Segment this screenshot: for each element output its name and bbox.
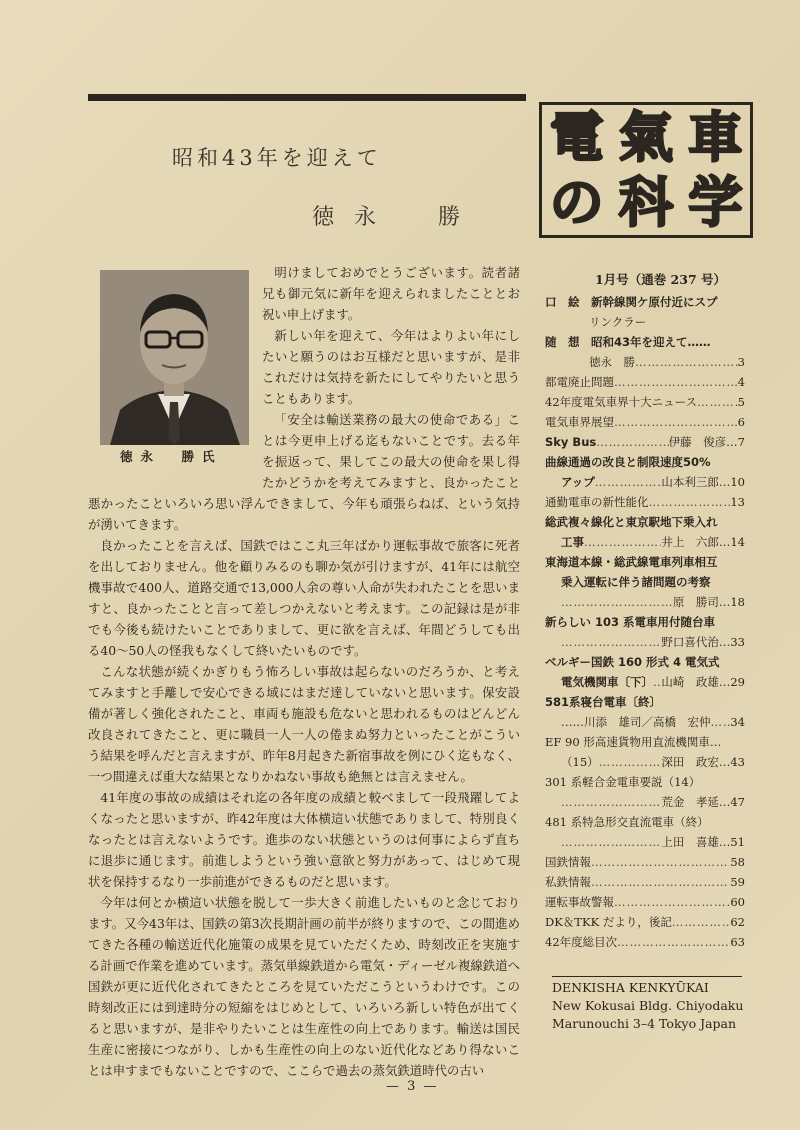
toc-entry-label: アップ [561, 475, 595, 489]
toc-entry [545, 392, 745, 412]
publisher-line: New Kokusai Bldg. Chiyodaku [552, 998, 744, 1013]
toc-entry [545, 432, 745, 452]
toc-entry-author: 原 勝司 [672, 595, 719, 609]
masthead-char: 科 [618, 170, 673, 234]
toc-entry [545, 612, 745, 632]
toc-entry-label: 301 系軽合金電車要説（14） [545, 775, 701, 789]
toc-entry [545, 752, 745, 772]
toc-leader-dots [614, 372, 738, 392]
toc-leader-dots [591, 852, 730, 872]
publisher-line: Marunouchi 3–4 Tokyo Japan [552, 1016, 737, 1031]
toc-entry [545, 332, 745, 352]
toc-entry-label: 481 系特急形交直流電車（終） [545, 815, 709, 829]
toc-entry-label: 電気車界展望 [545, 415, 614, 429]
masthead-char: 電 [549, 105, 604, 169]
body-paragraph: 今年は何とか横這い状態を脱して一歩大きく前進したいものと念じております。又今43年は、国鉄の第3次長期計画の前半が終りますので、この間進めてきた各種の輸送近代化施策の成果を見ていただくため、時刻改正を実施する計画で作業を進めています。蒸気単線鉄道から電気・ディーゼル複線鉄道へ国鉄が更に近代化されてきたところを見ていただこうというわけです。この時刻改正には到達時分の短縮をはじめとして、いろいろ新しい特色が出てくると思いますが、是非やりたいことは生産性の向上であります。輸送は国民生産に密接につながり、しかも生産性の向上のない近代化などあり得ないことは申すまでもないことですので、ここらで過去の蒸気鉄道時代の古い [88, 895, 520, 1078]
toc-leader-dots: … [718, 475, 731, 489]
toc-leader-dots [672, 912, 731, 932]
toc-leader-dots [561, 632, 661, 652]
toc-entry-label: 電気機関車〔下〕 [561, 675, 653, 689]
toc-leader-dots: … [718, 835, 731, 849]
body-paragraph: 良かったことを言えば、国鉄ではここ丸三年ばかり運転事故で旅客に死者を出しておりません。他を顧りみるのも聊か気が引けますが、41年には航空機事故で400人、道路交通で13,000人余の尊い人命が失われたことを思いますと、良かったことと言って差しつかえないと考えます。この記録は是が非でも今後も続けたいことでありまして、更に欲を言えば、年間どうしても出る40〜50人の怪我もなくして終いたいものです。 [88, 538, 520, 658]
body-paragraph: 新しい年を迎えて、今年はよりよい年にしたいと願うのはお互様だと思いますが、是非これだけは気持を新たにしてやりたいと思うこともあります。 [262, 328, 520, 406]
toc-entry-page: 29 [730, 675, 745, 689]
toc-entry [545, 692, 745, 712]
photo-caption: 徳永 勝氏 [120, 449, 223, 464]
toc-leader-dots [595, 472, 662, 492]
toc-leader-dots [596, 432, 668, 452]
toc-entry-label: Sky Bus [545, 435, 597, 449]
article-title: 昭和43年を迎えて [172, 146, 382, 170]
toc-leader-dots [635, 352, 738, 372]
toc-entry-page: 10 [730, 475, 745, 489]
toc-entry-page: 51 [730, 835, 745, 849]
toc-leader-dots [584, 532, 661, 552]
toc-entry-label: 口 絵 新幹線関ケ原付近にスプ [545, 295, 718, 309]
toc-leader-dots [649, 492, 731, 512]
toc-leader-dots: … [718, 535, 731, 549]
body-paragraph: 41年度の事故の成績はそれ迄の各年度の成績と較べまして一段飛躍してよくなったと思いますが、昨42年度は大体横這い状態でありまして、特別良くなったとは言えないようです。進歩のない状態というのは何事によらず直ちに退歩に通じます。前進しようという強い意欲と努力があって、はじめて現状を保持するなり一歩前進ができるものだと思います。 [88, 790, 520, 889]
toc-entry-page: 34 [730, 715, 745, 729]
toc-entry-author: 荒金 孝延 [661, 795, 719, 809]
toc-entry-label: （15） [561, 755, 599, 769]
toc-entry-label: ベルギー国鉄 160 形式 4 電気式 [545, 655, 720, 669]
toc-entry-page: 4 [737, 375, 745, 389]
toc-entry [545, 932, 745, 952]
body-paragraph: 明けましておめでとうございます。読者諸兄も御元気に新年を迎えられましたこととお祝い申上げます。 [262, 265, 520, 322]
masthead-char: 車 [688, 105, 743, 169]
toc-entry-label: 徳永 勝 [589, 355, 635, 369]
toc-entry [545, 352, 745, 372]
toc-entry [545, 532, 745, 552]
toc-leader-dots [614, 892, 730, 912]
toc-entry [545, 812, 745, 832]
toc-entry [545, 572, 745, 592]
toc-entry-page: 33 [730, 635, 745, 649]
toc-entry-page: 43 [730, 755, 745, 769]
toc-entry-author: 野口喜代治 [661, 635, 719, 649]
toc-entry-label: 581系寝台電車〔終〕 [545, 695, 662, 709]
toc-leader-dots: … [718, 635, 731, 649]
body-paragraph: 「安全は輸送業務の最大の使命である」ことは今更申上げる迄もないことです。去る年を振返って、果してこの最大の使命を果し得たかどうかを考えてみますと、良かったこと悪かったこといろいろ思い浮んできまして、今年も頑張らねば、という気持が湧いてきます。 [88, 412, 520, 532]
toc-entry-page: 62 [730, 915, 745, 929]
toc-entry-page: 5 [737, 395, 745, 409]
toc-leader-dots: … [718, 595, 731, 609]
toc-leader-dots [711, 712, 731, 732]
toc-entry [545, 632, 745, 652]
toc-entry-label: 乗入運転に伴う諸問題の考察 [561, 575, 711, 589]
page-number: — 3 — [386, 1079, 439, 1094]
toc-leader-dots: … [718, 795, 731, 809]
toc-entry [545, 492, 745, 512]
photo-spacer [88, 262, 262, 474]
toc-leader-dots [561, 792, 661, 812]
toc-entry-label: 運転事故警報 [545, 895, 614, 909]
masthead-char: の [549, 170, 604, 234]
toc-entry [545, 592, 745, 612]
toc-leader-dots [614, 412, 738, 432]
toc-entry-page: 63 [730, 935, 745, 949]
publisher-line: DENKISHA KENKYŪKAI [552, 980, 709, 995]
toc-leader-dots [561, 832, 661, 852]
toc-entry-page: 47 [730, 795, 745, 809]
toc-entry-label: リンクラー [589, 315, 647, 329]
toc-leader-dots: … [718, 755, 731, 769]
toc-entry [545, 772, 745, 792]
toc-entry-label: 42年度総目次 [545, 935, 618, 949]
toc-entry [545, 472, 745, 492]
publisher-block [552, 979, 743, 1033]
masthead-char: 学 [688, 170, 743, 234]
toc-entry-page: 13 [730, 495, 745, 509]
toc-entry [545, 652, 745, 672]
article-author: 徳永 勝 [312, 205, 481, 230]
toc-entry [545, 412, 745, 432]
toc-entry-page: 7 [737, 435, 745, 449]
toc-entry [545, 292, 745, 312]
toc-leader-dots: … [718, 675, 731, 689]
toc-entry [545, 732, 745, 752]
toc-entry [545, 312, 745, 332]
toc-entry-label: DK＆TKK だより，後記 [545, 915, 672, 929]
top-rule [88, 94, 526, 101]
toc-entry-label: 新らしい 103 系電車用付随台車 [545, 615, 716, 629]
toc-entry-page: 14 [730, 535, 745, 549]
toc-entry-label: 42年度電気車界十大ニュース [545, 395, 698, 409]
toc-entry-label: 国鉄情報 [545, 855, 591, 869]
toc-entry-label: ……川添 雄司／高橋 宏仲 [561, 715, 711, 729]
toc-leader-dots [561, 592, 673, 612]
body-paragraph: こんな状態が続くかぎりもう怖ろしい事故は起らないのだろうか、と考えてみますと手離しで安心できる域にはまだ達していないと思います。保安設備が著しく強化されたこと、車両も施設も危ないと思われるものはどんどん改良されてきたこと、更に職員一人一人の倦まぬ努力といったことがこういう結果を呼んだと言えますが、昨年8月起きた新宿事故を例にひく迄もなく、一つ間違えば重大な結果となりかねない事故も絶無とは言えません。 [88, 664, 520, 784]
toc-leader-dots [591, 872, 730, 892]
masthead [539, 102, 753, 238]
toc-entry-label: EF 90 形高速貨物用直流機関車… [545, 735, 722, 749]
toc-leader-dots: … [726, 435, 738, 449]
toc-entry-label: 総武複々線化と東京駅地下乗入れ [545, 515, 718, 529]
toc-entry [545, 512, 745, 532]
toc-entry-page: 58 [730, 855, 745, 869]
toc-leader-dots [599, 752, 662, 772]
toc-entry [545, 872, 745, 892]
toc-entry [545, 672, 745, 692]
toc-entry-label: 曲線通過の改良と制限速度50% [545, 455, 711, 469]
toc-entry-author: 上田 喜雄 [661, 835, 719, 849]
toc-entry-label: 通勤電車の新性能化 [545, 495, 649, 509]
toc-entry-author: 山崎 政雄 [661, 675, 719, 689]
toc-entry-page: 6 [737, 415, 745, 429]
toc-entry [545, 372, 745, 392]
toc-entry-label: 随 想 昭和43年を迎えて…… [545, 335, 711, 349]
toc-leader-dots [697, 392, 738, 412]
toc-entry [545, 792, 745, 812]
publisher-rule [552, 976, 742, 977]
article-body [88, 262, 520, 1081]
toc-entry [545, 912, 745, 932]
toc-entry [545, 852, 745, 872]
toc-entry-label: 都電廃止問題 [545, 375, 614, 389]
toc-entry-author: 山本利三郎 [661, 475, 719, 489]
toc-entry-author: 井上 六郎 [661, 535, 719, 549]
toc-entry-label: 工事 [561, 535, 584, 549]
toc-entry [545, 452, 745, 472]
issue-label: 1月号（通巻 237 号） [595, 272, 726, 287]
toc-entry-page: 60 [730, 895, 745, 909]
toc-leader-dots [653, 672, 661, 692]
toc-entry [545, 892, 745, 912]
toc-entry-label: 東海道本線・総武線電車列車相互 [545, 555, 718, 569]
table-of-contents [545, 292, 745, 952]
masthead-char: 氣 [618, 105, 673, 169]
toc-entry-page: 3 [737, 355, 745, 369]
toc-entry-author: 深田 政宏 [661, 755, 719, 769]
toc-entry-author: 伊藤 俊彦 [668, 435, 727, 449]
toc-entry-label: 私鉄情報 [545, 875, 591, 889]
toc-entry [545, 552, 745, 572]
toc-entry [545, 712, 745, 732]
toc-entry-page: 59 [730, 875, 745, 889]
toc-leader-dots [617, 932, 730, 952]
toc-entry-page: 18 [730, 595, 745, 609]
toc-entry [545, 832, 745, 852]
